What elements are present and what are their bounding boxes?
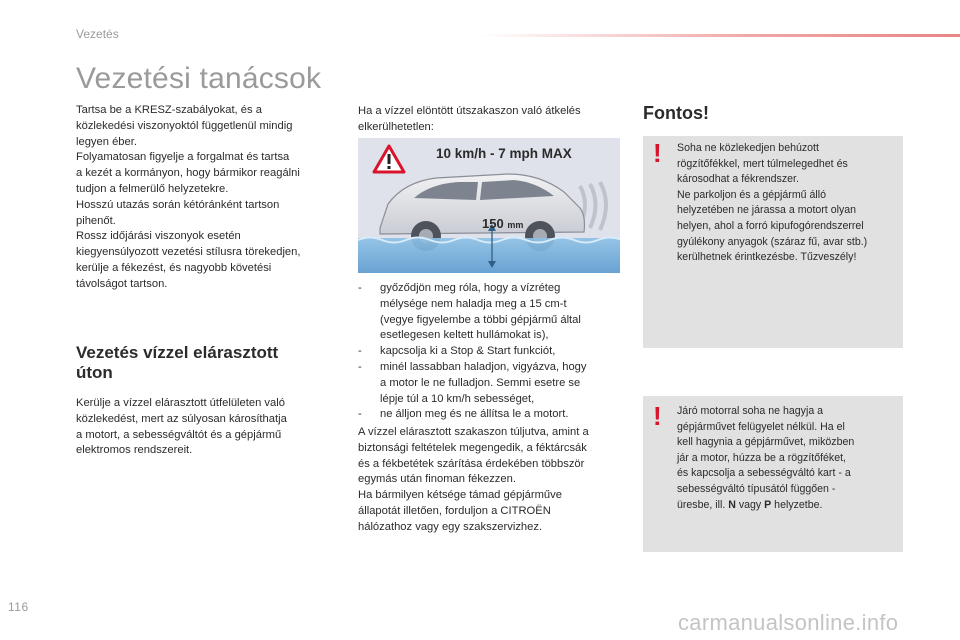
flood-crossing-illustration bbox=[358, 138, 620, 273]
water-depth-label: 150 mm bbox=[482, 216, 524, 231]
list-item: - kapcsolja ki a Stop & Start funkciót, bbox=[358, 345, 556, 358]
flood-crossing-steps bbox=[358, 281, 620, 423]
section-header: Vezetés bbox=[76, 27, 119, 41]
flooded-road-heading: Vezetés vízzel elárasztott úton bbox=[76, 343, 279, 382]
warning-note-engine-running: ! Járó motorral soha ne hagyja a gépjárművet felügyelet nélkül. Ha el kell hagynia a gépjárművet, miközben jár a motor, húzza be a rögzítőféket, és kapcsolja a sebességváltó kart - a sebességváltó típusától függően - üresbe, ill. N vagy P helyzetbe. bbox=[643, 396, 903, 552]
after-crossing-text: A vízzel elárasztott szakaszon túljutva, amint a biztonsági feltételek megengedik, a féktárcsák és a fékbetétek szárítása érdekében többször egymás után finoman fékezzen. Ha bármilyen kétsége támad gépjárműve állapotát illetően, forduljon a CITROËN hálózathoz vagy egy szakszervizhez. bbox=[358, 426, 589, 533]
speed-limit-label: 10 km/h - 7 mph MAX bbox=[436, 146, 572, 161]
header-divider bbox=[480, 34, 960, 37]
exclamation-icon: ! bbox=[653, 138, 662, 168]
warning-note-parking-brake: ! Soha ne közlekedjen behúzott rögzítőfékkel, mert túlmelegedhet és károsodhat a fékrendszer. Ne parkoljon és a gépjármű álló helyzetében ne járassa a motort olyan helyen, ahol a forró kipufogórendszerrel gyúlékony anyagok (száraz fű, avar stb.) kerülhetnek érintkezésbe. Tűzveszély! bbox=[643, 136, 903, 348]
list-item: - minél lassabban haladjon, vigyázva, hogy a motor le ne fulladjon. Semmi esetre se lépje túl a 10 km/h sebességet, bbox=[358, 360, 587, 405]
list-item: - ne álljon meg és ne állítsa le a motort. bbox=[358, 408, 569, 421]
watermark: carmanualsonline.info bbox=[678, 610, 899, 635]
flood-crossing-intro: Ha a vízzel elöntött útszakaszon való átkelés elkerülhetetlen: bbox=[358, 105, 581, 133]
important-heading: Fontos! bbox=[643, 103, 709, 123]
driving-advice-text: Tartsa be a KRESZ-szabályokat, és a közlekedési viszonyoktól függetlenül mindig legyen éber. Folyamatosan figyelje a forgalmat és tartsa a kezét a kormányon, hogy bármikor reagálni tudjon a felmerülő helyzetekre. Hosszú utazás során kétóránként tartson pihenőt. Rossz időjárási viszonyok esetén kiegyensúlyozott vezetési stílusra törekedjen, kerülje a fékezést, és nagyobb követési távolságot tartson. bbox=[76, 104, 301, 290]
list-item: - győződjön meg róla, hogy a vízréteg mélysége nem haladja meg a 15 cm-t (vegye figyelembe a többi gépjármű által esetlegesen keltett hullámokat is), bbox=[358, 282, 581, 342]
exclamation-icon: ! bbox=[653, 401, 662, 431]
flooded-road-text: Kerülje a vízzel elárasztott útfelületen való közlekedést, mert az súlyosan károsíthatja a motort, a sebességváltót és a gépjármű elektromos rendszereit. bbox=[76, 397, 287, 457]
page-number: 116 bbox=[8, 600, 29, 614]
warning-triangle-icon bbox=[372, 144, 406, 174]
page-title: Vezetési tanácsok bbox=[76, 62, 322, 95]
